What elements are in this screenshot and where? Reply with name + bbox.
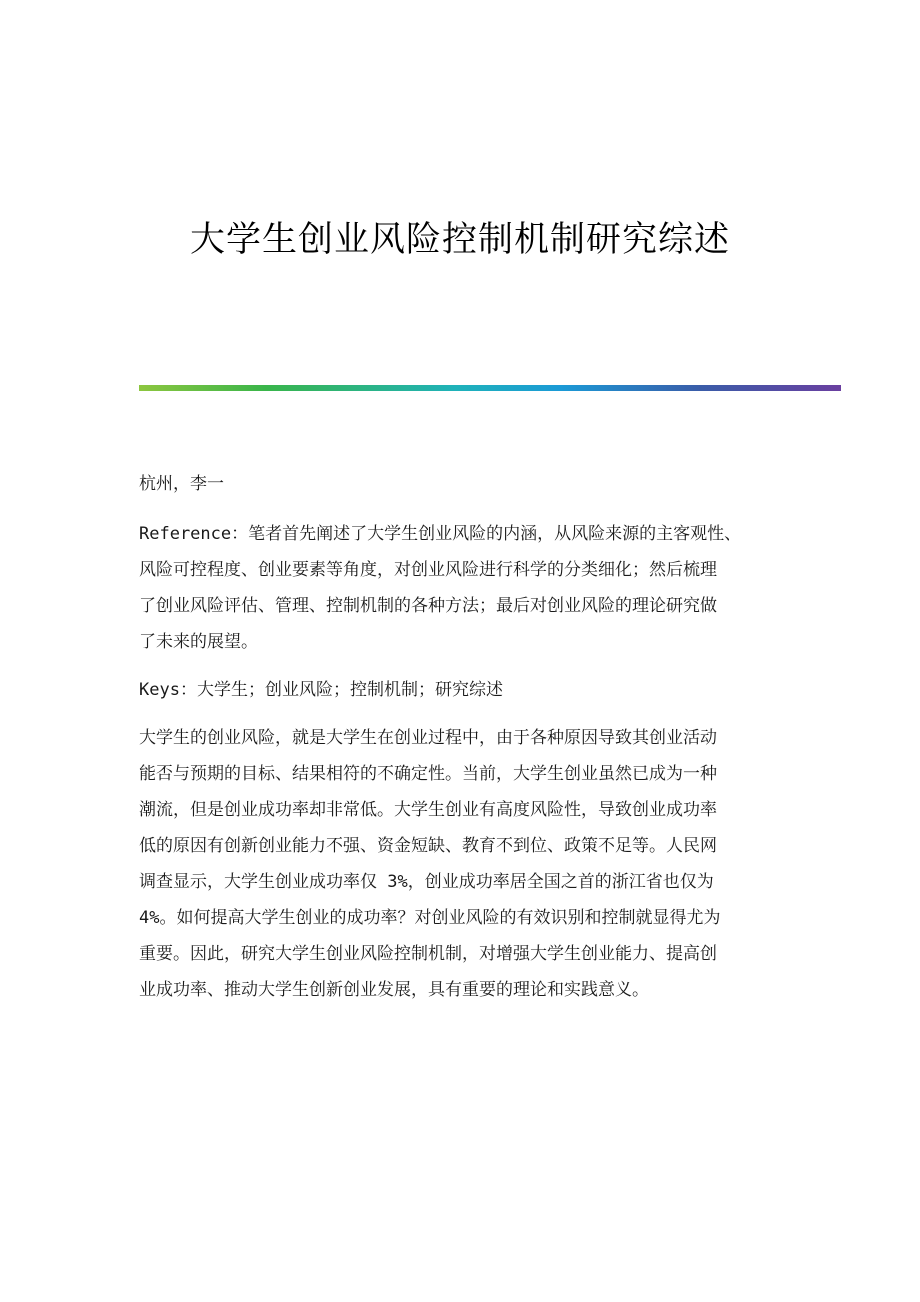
body-line: 大学生的创业风险，就是大学生在创业过程中，由于各种原因导致其创业活动	[139, 728, 717, 748]
body-paragraph	[139, 720, 771, 1008]
body-line: 业成功率、推动大学生创新创业发展，具有重要的理论和实践意义。	[139, 980, 649, 1000]
author-line: 杭州，李一	[139, 474, 224, 494]
body-line: 潮流，但是创业成功率却非常低。大学生创业有高度风险性，导致创业成功率	[139, 800, 717, 820]
abstract-paragraph	[139, 516, 771, 660]
document-title: 大学生创业风险控制机制研究综述	[189, 220, 730, 260]
abstract-line: Reference：笔者首先阐述了大学生创业风险的内涵，从风险来源的主客观性、	[139, 524, 742, 544]
abstract-line: 风险可控程度、创业要素等角度，对创业风险进行科学的分类细化；然后梳理	[139, 560, 717, 580]
abstract-line: 了创业风险评估、管理、控制机制的各种方法；最后对创业风险的理论研究做	[139, 596, 717, 616]
body-line: 调查显示，大学生创业成功率仅 3%，创业成功率居全国之首的浙江省也仅为	[139, 872, 714, 892]
body-line: 4%。如何提高大学生创业的成功率？对创业风险的有效识别和控制就显得尤为	[139, 908, 721, 928]
body-line: 重要。因此，研究大学生创业风险控制机制，对增强大学生创业能力、提高创	[139, 944, 717, 964]
body-line: 低的原因有创新创业能力不强、资金短缺、教育不到位、政策不足等。人民网	[139, 836, 717, 856]
body-line: 能否与预期的目标、结果相符的不确定性。当前，大学生创业虽然已成为一种	[139, 764, 717, 784]
title-divider	[139, 385, 841, 391]
abstract-line: 了未来的展望。	[139, 632, 258, 652]
document-body	[139, 466, 771, 1018]
keywords-line: Keys：大学生；创业风险；控制机制；研究综述	[139, 680, 503, 700]
